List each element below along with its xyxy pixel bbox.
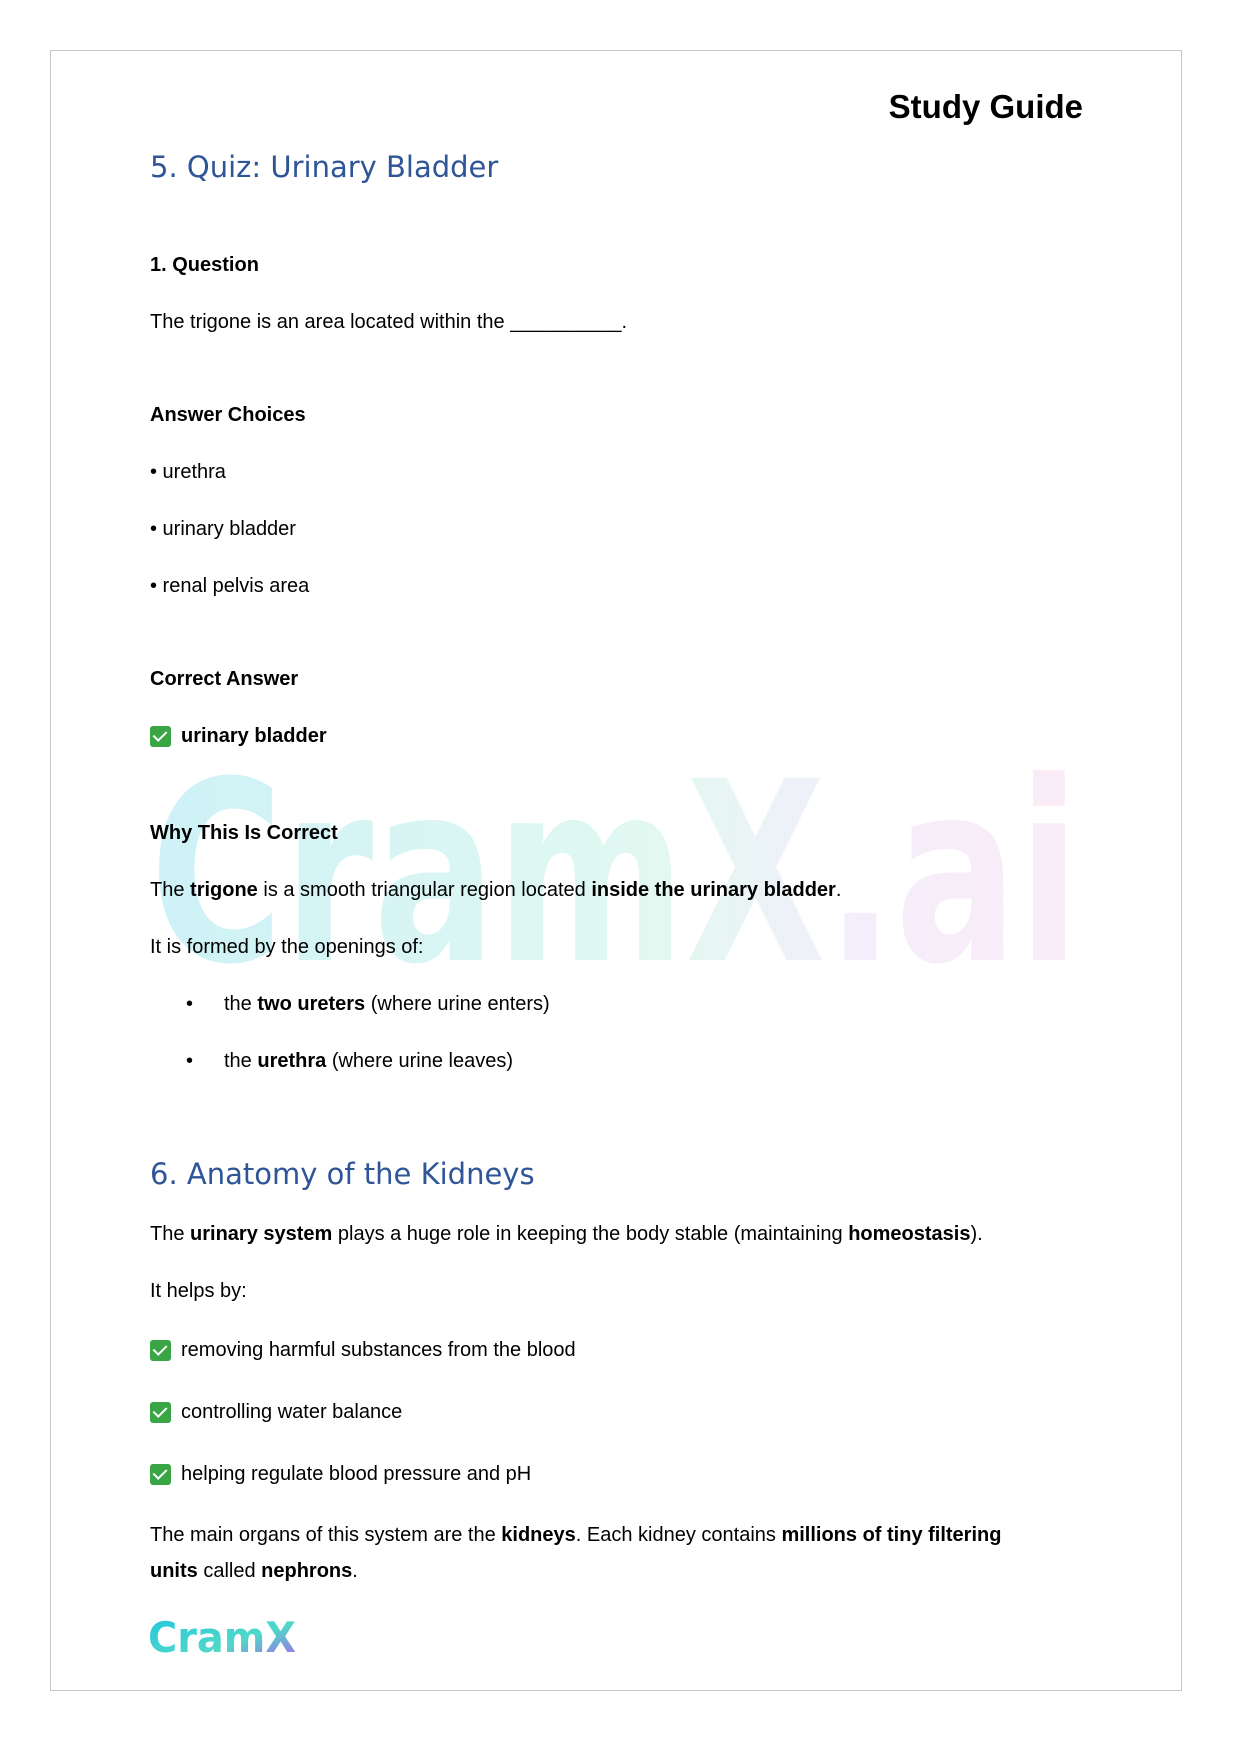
section-heading-quiz: 5. Quiz: Urinary Bladder <box>150 150 499 184</box>
question-text: The trigone is an area located within the __________. <box>150 311 628 333</box>
svg-text:CramX: CramX <box>148 1613 296 1662</box>
check-list-item: controlling water balance <box>150 1401 402 1424</box>
check-icon <box>150 1464 171 1485</box>
check-list-item: removing harmful substances from the blood <box>150 1339 576 1362</box>
kidneys-paragraph: The urinary system plays a huge role in keeping the body stable (maintaining homeostasis). <box>150 1223 983 1245</box>
why-paragraph: It is formed by the openings of: <box>150 936 424 958</box>
kidneys-paragraph: units called nephrons. <box>150 1560 358 1582</box>
answer-choice: • urinary bladder <box>150 518 296 540</box>
kidneys-paragraph: The main organs of this system are the kidneys. Each kidney contains millions of tiny filtering <box>150 1524 1002 1546</box>
kidneys-paragraph: It helps by: <box>150 1280 247 1302</box>
check-list-item: helping regulate blood pressure and pH <box>150 1463 531 1486</box>
correct-answer-text: urinary bladder <box>181 725 327 747</box>
cramx-logo <box>148 1612 298 1662</box>
answer-choice: • renal pelvis area <box>150 575 310 597</box>
why-paragraph: The trigone is a smooth triangular region located inside the urinary bladder. <box>150 879 842 901</box>
check-icon <box>150 726 171 747</box>
list-item: • the two ureters (where urine enters) <box>186 993 550 1015</box>
check-icon <box>150 1402 171 1423</box>
list-item: • the urethra (where urine leaves) <box>186 1050 514 1072</box>
document-title: Study Guide <box>888 88 1083 125</box>
section-heading-kidneys: 6. Anatomy of the Kidneys <box>150 1157 535 1191</box>
correct-answer <box>150 725 327 748</box>
answer-choices-label: Answer Choices <box>150 404 306 426</box>
question-label: 1. Question <box>150 254 259 276</box>
why-correct-label: Why This Is Correct <box>150 822 338 844</box>
correct-answer-label: Correct Answer <box>150 668 299 690</box>
bullet-icon: • <box>186 1050 194 1072</box>
svg-text:CramX.ai: CramX.ai <box>150 755 1080 995</box>
check-icon <box>150 1340 171 1361</box>
bullet-icon: • <box>186 993 194 1015</box>
answer-choice: • urethra <box>150 461 226 483</box>
